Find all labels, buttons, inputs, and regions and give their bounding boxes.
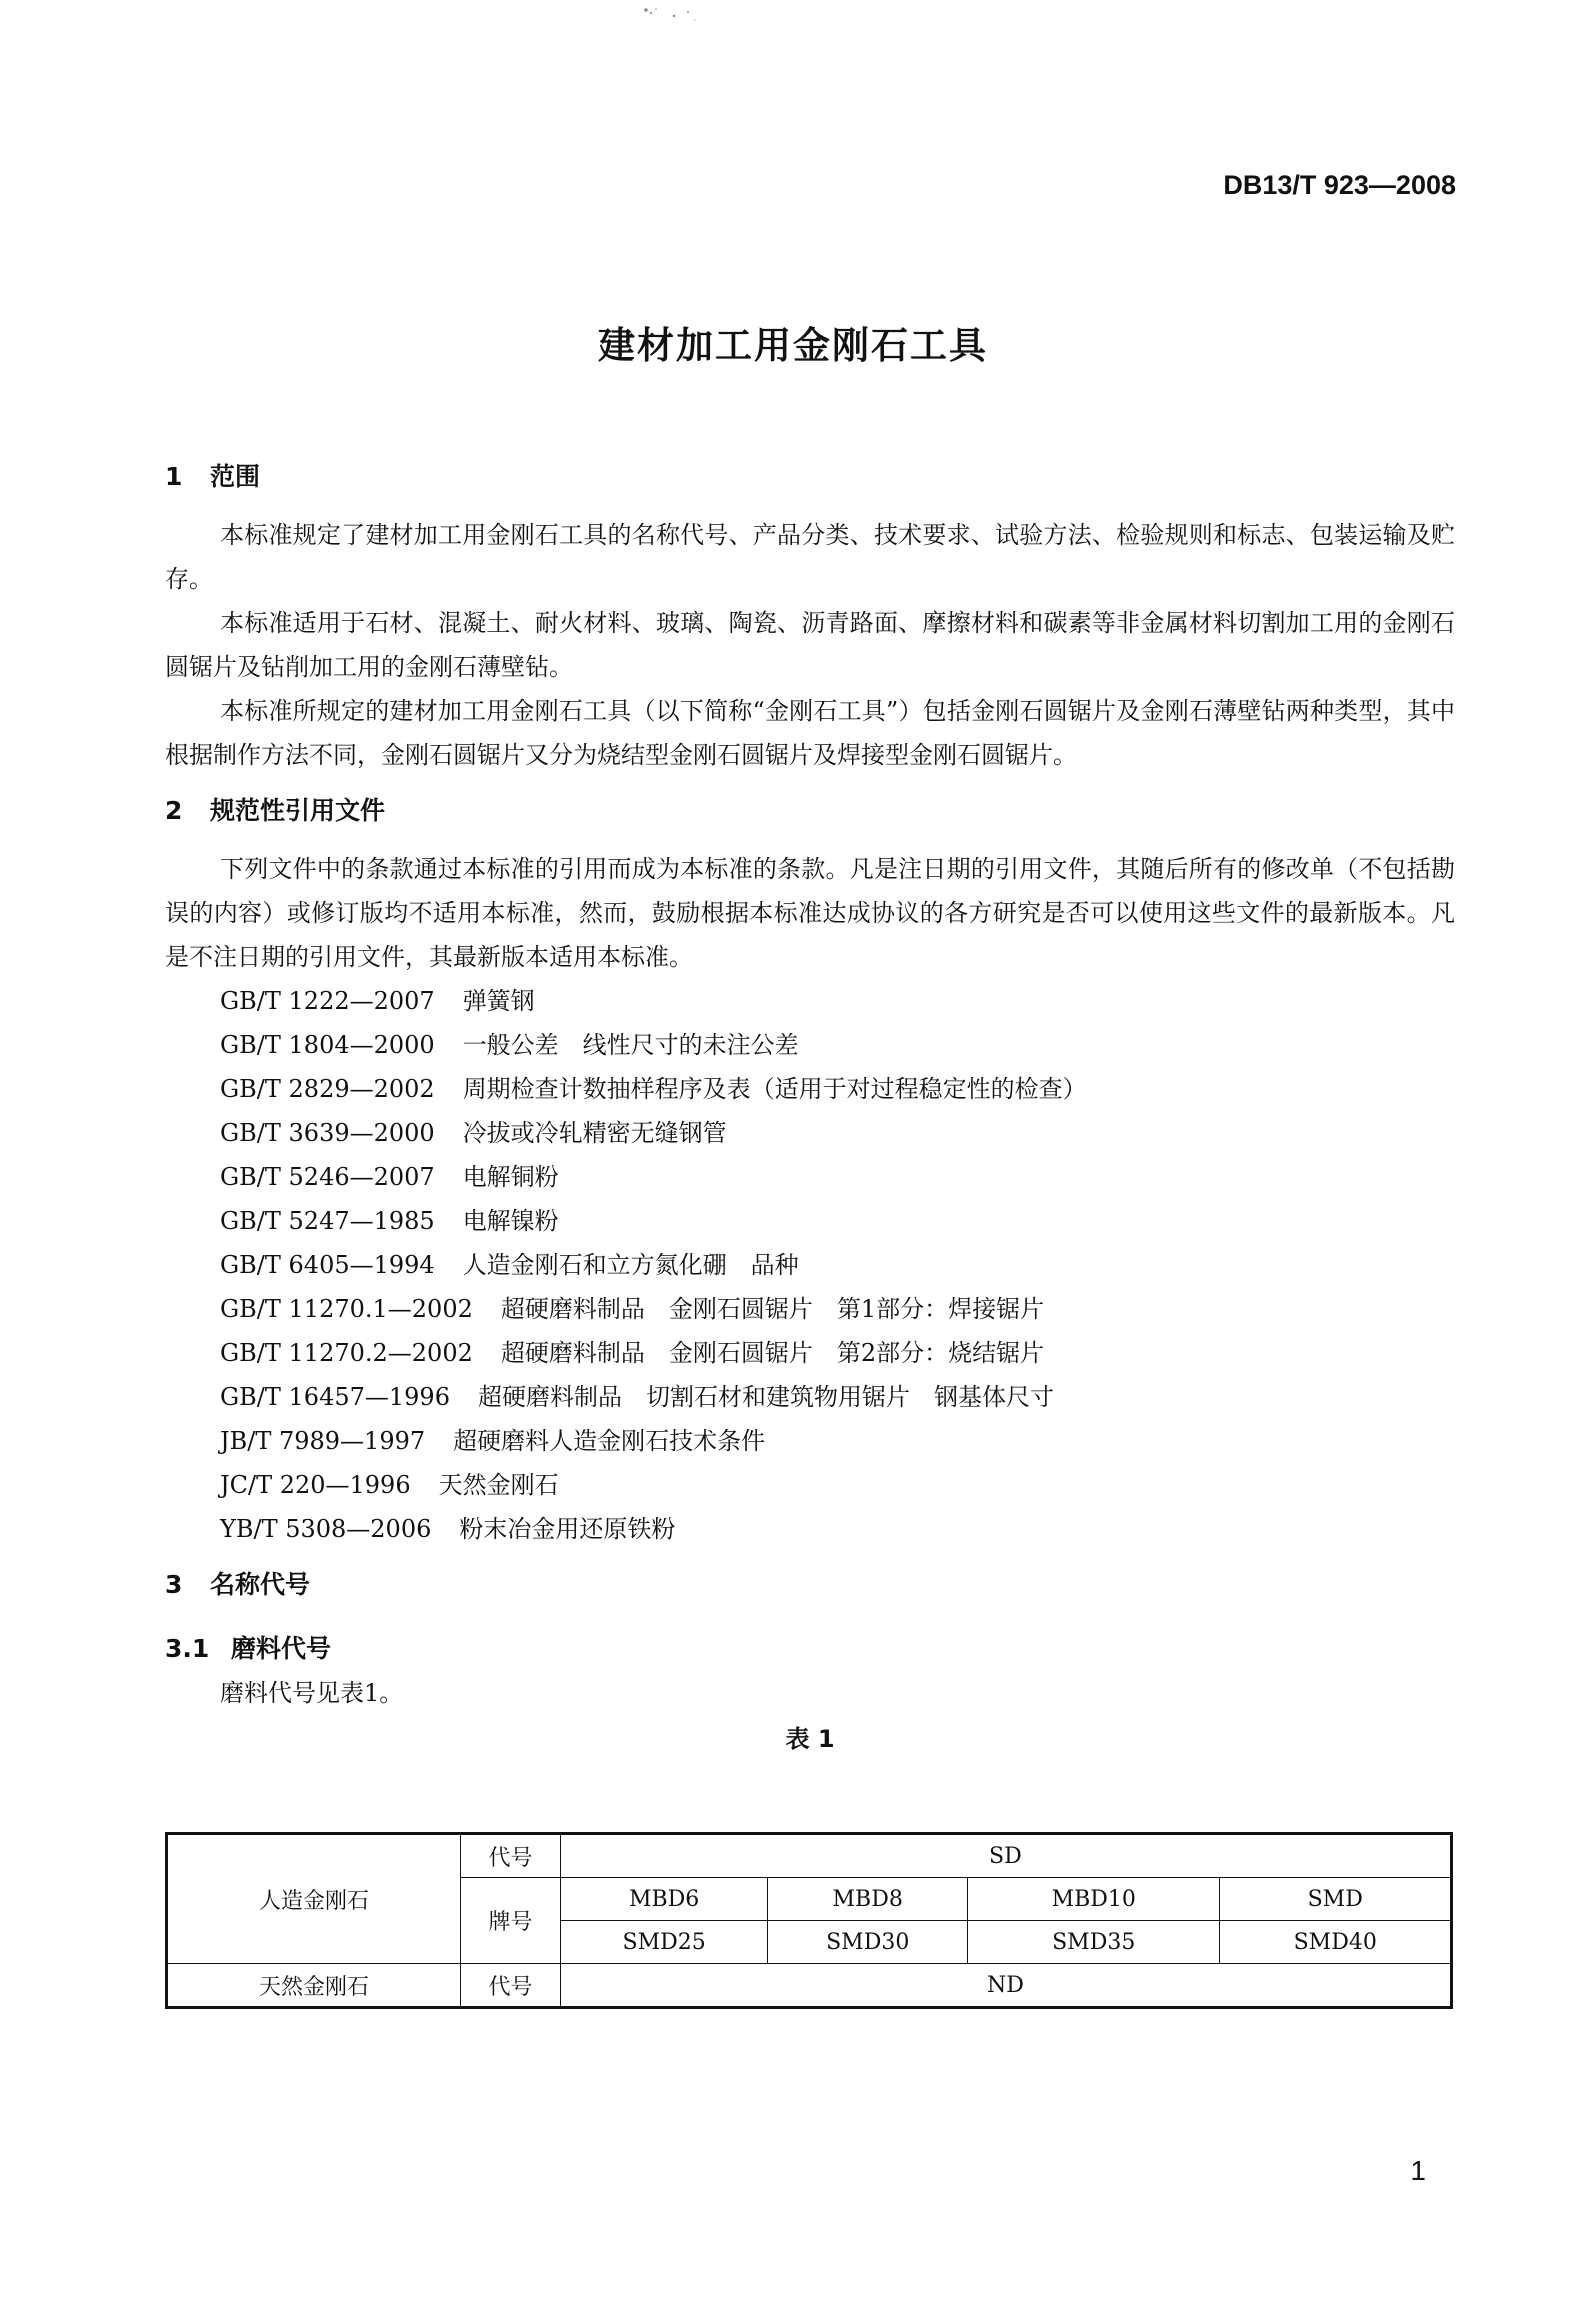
section-3-heading: [165, 1563, 1455, 1607]
grade-cell: SMD25: [560, 1921, 768, 1964]
reference-name: 超硬磨料制品 金刚石圆锯片 第2部分：烧结锯片: [500, 1339, 1045, 1367]
page-number: 1: [1410, 2155, 1426, 2186]
paragraph: 本标准适用于石材、混凝土、耐火材料、玻璃、陶瓷、沥青路面、摩擦材料和碳素等非金属材料切割加工用的金刚石圆锯片及钻削加工用的金刚石薄壁钻。: [165, 609, 1455, 681]
reference-code: JC/T 220—1996: [220, 1471, 411, 1499]
reference-item: [220, 1507, 1455, 1551]
reference-code: GB/T 1804—2000: [220, 1031, 435, 1059]
subsection-title: 磨料代号: [231, 1634, 332, 1663]
section-number: 1: [165, 462, 183, 491]
reference-item: [220, 1067, 1455, 1111]
reference-name: 超硬磨料制品 金刚石圆锯片 第1部分：焊接锯片: [500, 1295, 1045, 1323]
reference-item: [220, 1375, 1455, 1419]
reference-list: [165, 979, 1455, 1551]
reference-name: 超硬磨料人造金刚石技术条件: [453, 1427, 766, 1455]
reference-name: 粉末冶金用还原铁粉: [459, 1515, 676, 1543]
reference-code: GB/T 11270.1—2002: [220, 1295, 473, 1323]
scan-speck: [640, 4, 730, 34]
synthetic-code-value: SD: [560, 1834, 1451, 1878]
reference-item: [220, 1023, 1455, 1067]
paragraph: 下列文件中的条款通过本标准的引用而成为本标准的条款。凡是注日期的引用文件，其随后所有的修改单（不包括勘误的内容）或修订版均不适用本标准，然而，鼓励根据本标准达成协议的各方研究是否可以使用这些文件的最新版本。凡是不注日期的引用文件，其最新版本适用本标准。: [165, 855, 1455, 971]
reference-item: [220, 979, 1455, 1023]
reference-name: 天然金刚石: [438, 1471, 559, 1499]
reference-item: [220, 1331, 1455, 1375]
reference-name: 超硬磨料制品 切割石材和建筑物用锯片 钢基体尺寸: [477, 1383, 1054, 1411]
code-label: 代号: [461, 1964, 561, 2008]
reference-item: [220, 1155, 1455, 1199]
reference-item: [220, 1287, 1455, 1331]
section-title: 名称代号: [210, 1570, 311, 1599]
code-label: 代号: [461, 1834, 561, 1878]
subsection-text: 磨料代号见表1。: [220, 1679, 404, 1707]
reference-name: 电解镍粉: [462, 1207, 559, 1235]
reference-code: GB/T 6405—1994: [220, 1251, 435, 1279]
reference-code: GB/T 11270.2—2002: [220, 1339, 473, 1367]
section-title: 范围: [210, 462, 261, 491]
reference-item: [220, 1463, 1455, 1507]
table-caption: 表 1: [785, 1725, 835, 1753]
natural-diamond-label: 天然金刚石: [167, 1964, 461, 2008]
section-number: 2: [165, 796, 183, 825]
grade-cell: SMD40: [1220, 1921, 1452, 1964]
section-number: 3: [165, 1570, 183, 1599]
reference-code: GB/T 5247—1985: [220, 1207, 435, 1235]
reference-item: [220, 1111, 1455, 1155]
grade-cell: SMD30: [768, 1921, 968, 1964]
reference-name: 冷拔或冷轧精密无缝钢管: [462, 1119, 727, 1147]
document-title: 建材加工用金刚石工具: [598, 324, 988, 367]
reference-code: JB/T 7989—1997: [220, 1427, 426, 1455]
reference-name: 一般公差 线性尺寸的未注公差: [462, 1031, 799, 1059]
section-1-heading: [165, 455, 1455, 499]
reference-item: [220, 1419, 1455, 1463]
grade-cell: SMD35: [968, 1921, 1220, 1964]
subsection-number: 3.1: [165, 1634, 210, 1663]
natural-code-value: ND: [560, 1964, 1451, 2008]
reference-name: 人造金刚石和立方氮化硼 品种: [462, 1251, 799, 1279]
section-2-heading: [165, 789, 1455, 833]
reference-code: GB/T 5246—2007: [220, 1163, 435, 1191]
reference-name: 周期检查计数抽样程序及表（适用于对过程稳定性的检查）: [462, 1075, 1087, 1103]
grade-label: 牌号: [461, 1878, 561, 1964]
standard-code: DB13/T 923—2008: [1223, 170, 1456, 200]
table-row: [167, 1834, 1452, 1878]
table-row: [167, 1964, 1452, 2008]
reference-code: YB/T 5308—2006: [220, 1515, 432, 1543]
reference-code: GB/T 16457—1996: [220, 1383, 450, 1411]
reference-item: [220, 1243, 1455, 1287]
reference-code: GB/T 2829—2002: [220, 1075, 435, 1103]
grade-cell: MBD8: [768, 1878, 968, 1921]
grade-cell: MBD6: [560, 1878, 768, 1921]
section-title: 规范性引用文件: [210, 796, 386, 825]
reference-code: GB/T 3639—2000: [220, 1119, 435, 1147]
synthetic-diamond-label: 人造金刚石: [167, 1834, 461, 1964]
reference-name: 电解铜粉: [462, 1163, 559, 1191]
grade-cell: MBD10: [968, 1878, 1220, 1921]
grade-cell: SMD: [1220, 1878, 1452, 1921]
subsection-3-1-heading: [165, 1627, 1455, 1671]
reference-item: [220, 1199, 1455, 1243]
paragraph: 本标准规定了建材加工用金刚石工具的名称代号、产品分类、技术要求、试验方法、检验规则和标志、包装运输及贮存。: [165, 521, 1455, 593]
abrasive-code-table: [165, 1832, 1453, 2009]
reference-name: 弹簧钢: [462, 987, 535, 1015]
paragraph: 本标准所规定的建材加工用金刚石工具（以下简称“金刚石工具”）包括金刚石圆锯片及金刚石薄壁钻两种类型，其中根据制作方法不同，金刚石圆锯片又分为烧结型金刚石圆锯片及焊接型金刚石圆锯片。: [165, 697, 1455, 769]
document-body: [165, 455, 1455, 1761]
reference-code: GB/T 1222—2007: [220, 987, 435, 1015]
